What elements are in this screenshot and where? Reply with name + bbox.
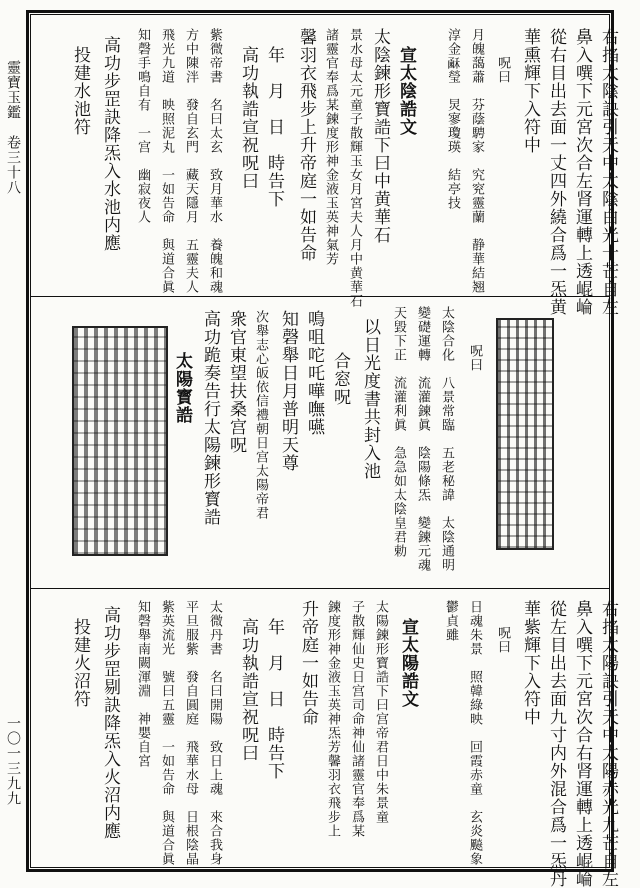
- text-column: 華紫輝下入符中: [520, 600, 540, 726]
- text-column: 天毀下正 流灌利眞 急急如太陰皇君勅: [391, 306, 406, 558]
- section-heading: 太陽寳誥: [172, 352, 192, 424]
- text-column: 知磬舉日月普明天尊: [278, 310, 298, 472]
- text-column: 從右目出去面一丈四外繞合爲一炁黄: [546, 28, 566, 316]
- text-column: 太陰鍊形寶誥下曰中黄華石: [370, 28, 390, 244]
- text-column: 華熏輝下入符中: [520, 28, 540, 154]
- text-column: 鳴咀咜吒嘩嘸嚥: [304, 310, 324, 436]
- text-column: 呪曰: [467, 344, 482, 372]
- text-column: 高功步罡剔訣降炁入火沼内應: [100, 606, 120, 840]
- text-column: 年 月 日 時告下: [264, 46, 284, 208]
- text-column: 衆官東望扶桑宫呪: [226, 310, 246, 454]
- text-column: 太陰合化 八景常臨 五老秘諱 太陰通明: [439, 306, 454, 572]
- text-column: 平旦服紫 發自圓庭 飛華水母 日根陰晶: [183, 600, 198, 866]
- text-column: 年 月 日 時告下: [264, 618, 284, 780]
- text-column: 諸靈官奉爲某鍊度形神金液玉英神氣芳: [323, 28, 338, 266]
- text-column: 以日光度書共封入池: [360, 318, 380, 480]
- text-column: 紫微帝書 名曰太玄 致月華水 養魄和魂: [207, 28, 222, 294]
- text-column: 知磬手鳴自有 一宫 幽寂夜人: [135, 28, 150, 224]
- text-column: 景水母太元童子散輝玉女月宮夫人月中黄華石: [347, 28, 362, 308]
- section-heading: 宣太陰誥文: [396, 46, 416, 136]
- text-column: 鼻入噀下元宮次合左肾運轉上透崐崘: [572, 28, 592, 316]
- panel-divider: [30, 588, 610, 589]
- text-column: 右掐太陽訣引天中太陽赤光九芒自左: [598, 600, 618, 888]
- text-column: 月魄藹蕭 芬蔭騁家 究䆓靈蘭 静華結翘: [469, 28, 484, 294]
- text-column: 太陽鍊形寶誥下曰宫帝君日中朱景童: [373, 600, 388, 824]
- text-column: 升帝庭一如告命: [298, 600, 318, 726]
- talisman-seal-image: [496, 318, 554, 550]
- text-column: 右掐太陰訣引天中太陰白光十芒自左: [598, 28, 618, 316]
- text-column: 方中陳泮 發自玄門 藏天隱月 五靈夫人: [183, 28, 198, 294]
- text-column: 鬱貞雖: [443, 600, 458, 642]
- text-column: 高功步罡訣降炁入水池内應: [100, 36, 120, 252]
- text-column: 高功跪奏告行太陽鍊形寳誥: [200, 310, 220, 526]
- text-column: 飛光九道 映照泥丸 一如告命 與道合眞: [159, 28, 174, 294]
- text-column: 鍊度形神金液玉英神炁芳馨羽衣飛步上: [325, 600, 340, 838]
- text-column: 知磬舉南闕渾淵 神嬰自宮: [135, 600, 150, 768]
- text-column: 紫英流光 號曰五靈 一如告命 與道合眞: [159, 600, 174, 866]
- margin-title: 靈寶玉鑑 卷三十八: [5, 60, 21, 195]
- text-column: 次舉志心皈依信禮朝日宫太陽帝君: [253, 310, 268, 520]
- text-column: 鼻入噀下元宮次合右肾運轉上透崐崘: [572, 600, 592, 888]
- talisman-seal-image: [72, 326, 168, 556]
- text-column: 淳金𥡰瑩 炅寥瓊瑛 結亭技: [445, 28, 460, 210]
- section-heading: 合窓呪: [330, 352, 350, 406]
- text-column: 日魂朱景 照韓綠映 回霞赤童 玄炎飈象: [467, 600, 482, 866]
- text-column: 高功執誥宣祝呪曰: [238, 46, 258, 190]
- text-column: 變礎運轉 流灌鍊眞 陰陽條炁 變鍊元魂: [415, 306, 430, 572]
- text-column: 從左目出去面九寸内外混合爲一炁丹: [546, 600, 566, 888]
- text-column: 高功執誥宣祝呪曰: [238, 618, 258, 762]
- section-heading: 宣太陽誥文: [398, 618, 418, 708]
- text-column: 投建水池符: [70, 46, 90, 136]
- text-column: 太微丹書 名曰開陽 致日上魂 來合我身: [207, 600, 222, 866]
- text-column: 投建火沼符: [70, 618, 90, 708]
- panel-divider: [30, 296, 610, 297]
- text-column: 呪曰: [495, 56, 510, 84]
- text-column: 馨羽衣飛步上升帝庭一如告命: [296, 28, 316, 262]
- page-folio: 一〇一三九九: [5, 716, 21, 806]
- text-column: 子散輝仙史日宫司命神仙諸靈官奉爲某: [349, 600, 364, 838]
- text-column: 呪曰: [495, 626, 510, 654]
